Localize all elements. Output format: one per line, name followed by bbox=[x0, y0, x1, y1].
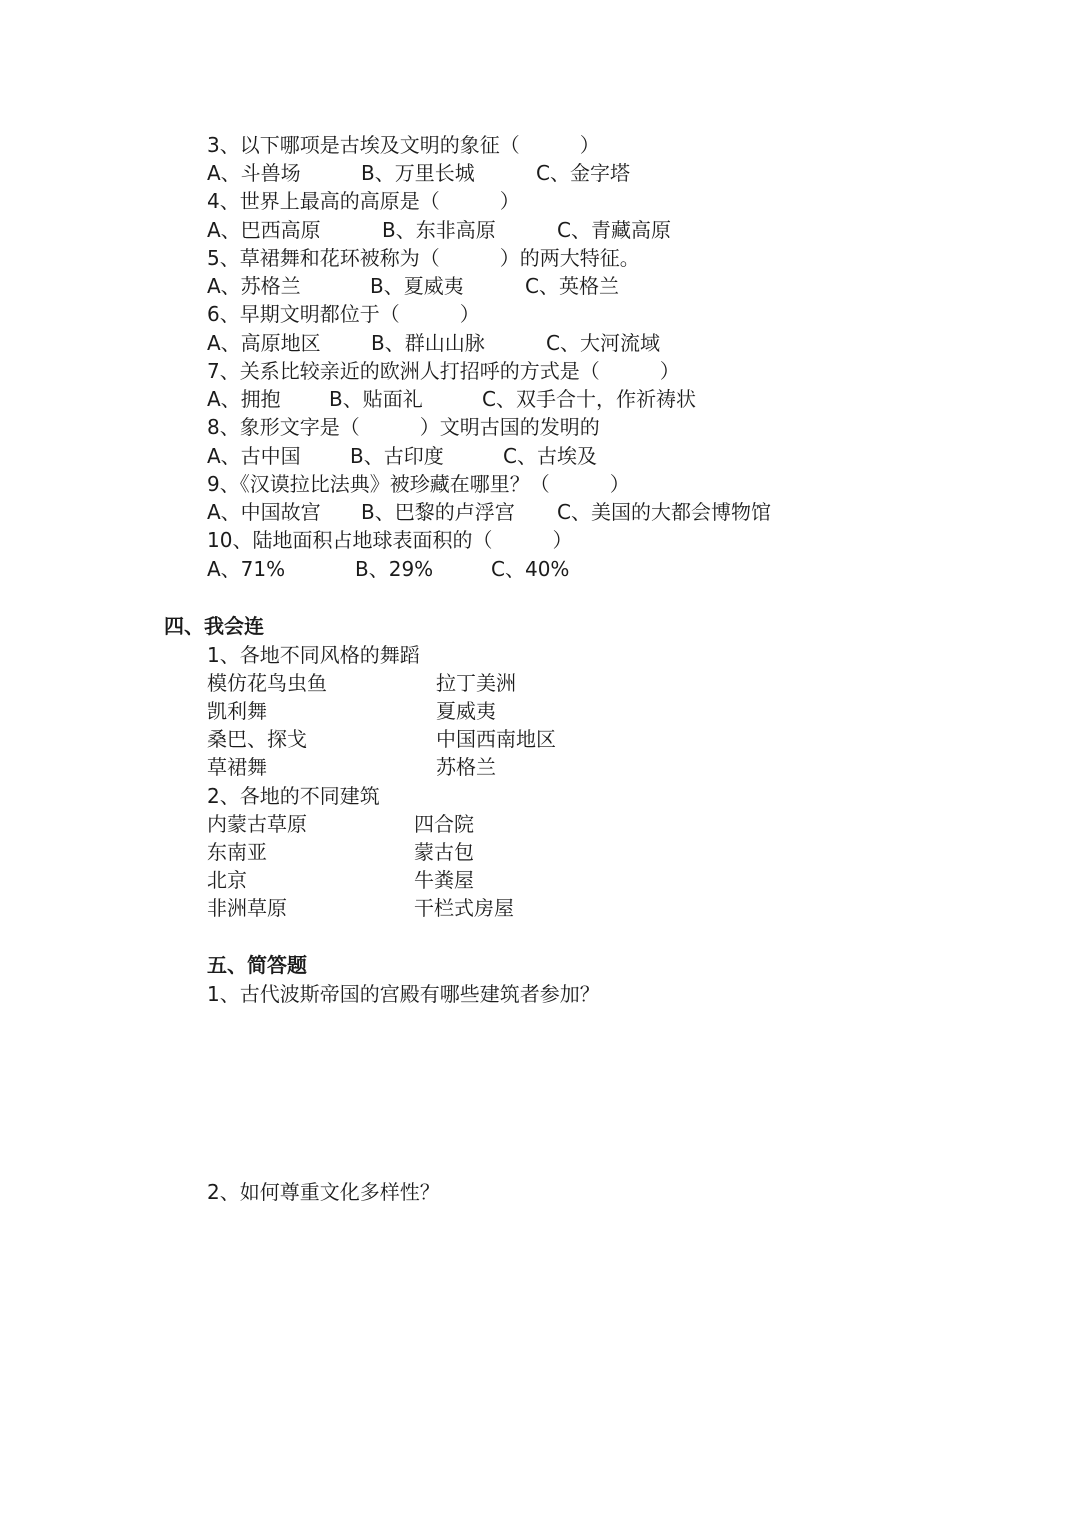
short-answer-question-1: 1、古代波斯帝国的宫殿有哪些建筑者参加？ bbox=[207, 982, 600, 1006]
question-9: 9、《汉谟拉比法典》被珍藏在哪里？（ ） bbox=[207, 472, 630, 496]
match-left-item: 草裙舞 bbox=[207, 755, 267, 779]
q9-option-c: C、美国的大都会博物馆 bbox=[557, 500, 771, 524]
match-left-item: 凯利舞 bbox=[207, 699, 267, 723]
q3-option-b: B、万里长城 bbox=[361, 161, 475, 185]
question-6: 6、早期文明都位于（ ） bbox=[207, 302, 480, 326]
question-8: 8、象形文字是（ ）文明古国的发明的 bbox=[207, 415, 600, 439]
q6-option-c: C、大河流域 bbox=[546, 331, 660, 355]
q9-option-b: B、巴黎的卢浮宫 bbox=[361, 500, 515, 524]
match-left-item: 东南亚 bbox=[207, 840, 267, 864]
question-4: 4、世界上最高的高原是（ ） bbox=[207, 189, 520, 213]
q5-option-c: C、英格兰 bbox=[525, 274, 619, 298]
q10-option-b: B、29% bbox=[355, 557, 434, 581]
q6-option-b: B、群山山脉 bbox=[371, 331, 485, 355]
section-4-heading: 四、我会连 bbox=[164, 614, 264, 638]
match-right-item: 干栏式房屋 bbox=[414, 896, 514, 920]
q4-option-b: B、东非高原 bbox=[382, 218, 496, 242]
match-left-item: 内蒙古草原 bbox=[207, 812, 307, 836]
q3-option-c: C、金字塔 bbox=[536, 161, 630, 185]
matching-group-2-title: 2、各地的不同建筑 bbox=[207, 784, 380, 808]
match-right-item: 夏威夷 bbox=[436, 699, 496, 723]
short-answer-question-2: 2、如何尊重文化多样性？ bbox=[207, 1180, 440, 1204]
match-left-item: 非洲草原 bbox=[207, 896, 287, 920]
question-10: 10、陆地面积占地球表面积的（ ） bbox=[207, 528, 573, 552]
match-right-item: 苏格兰 bbox=[436, 755, 496, 779]
q9-option-a: A、中国故宫 bbox=[207, 500, 321, 524]
question-5: 5、草裙舞和花环被称为（ ）的两大特征。 bbox=[207, 246, 640, 270]
q6-option-a: A、高原地区 bbox=[207, 331, 321, 355]
q5-option-b: B、夏威夷 bbox=[370, 274, 464, 298]
matching-group-1-title: 1、各地不同风格的舞蹈 bbox=[207, 643, 420, 667]
match-left-item: 模仿花鸟虫鱼 bbox=[207, 671, 327, 695]
q7-option-b: B、贴面礼 bbox=[329, 387, 423, 411]
section-5-heading: 五、简答题 bbox=[207, 953, 307, 977]
q10-option-a: A、71% bbox=[207, 557, 286, 581]
q8-option-b: B、古印度 bbox=[350, 444, 444, 468]
q3-option-a: A、斗兽场 bbox=[207, 161, 301, 185]
q8-option-c: C、古埃及 bbox=[503, 444, 597, 468]
q10-option-c: C、40% bbox=[491, 557, 570, 581]
match-right-item: 中国西南地区 bbox=[436, 727, 556, 751]
question-7: 7、关系比较亲近的欧洲人打招呼的方式是（ ） bbox=[207, 359, 680, 383]
q7-option-a: A、拥抱 bbox=[207, 387, 281, 411]
match-right-item: 拉丁美洲 bbox=[436, 671, 516, 695]
question-3: 3、以下哪项是古埃及文明的象征（ ） bbox=[207, 133, 600, 157]
q7-option-c: C、双手合十，作祈祷状 bbox=[482, 387, 696, 411]
q5-option-a: A、苏格兰 bbox=[207, 274, 301, 298]
q4-option-c: C、青藏高原 bbox=[557, 218, 671, 242]
match-left-item: 桑巴、探戈 bbox=[207, 727, 307, 751]
match-right-item: 牛粪屋 bbox=[414, 868, 474, 892]
q8-option-a: A、古中国 bbox=[207, 444, 301, 468]
match-left-item: 北京 bbox=[207, 868, 247, 892]
q4-option-a: A、巴西高原 bbox=[207, 218, 321, 242]
match-right-item: 蒙古包 bbox=[414, 840, 474, 864]
match-right-item: 四合院 bbox=[414, 812, 474, 836]
